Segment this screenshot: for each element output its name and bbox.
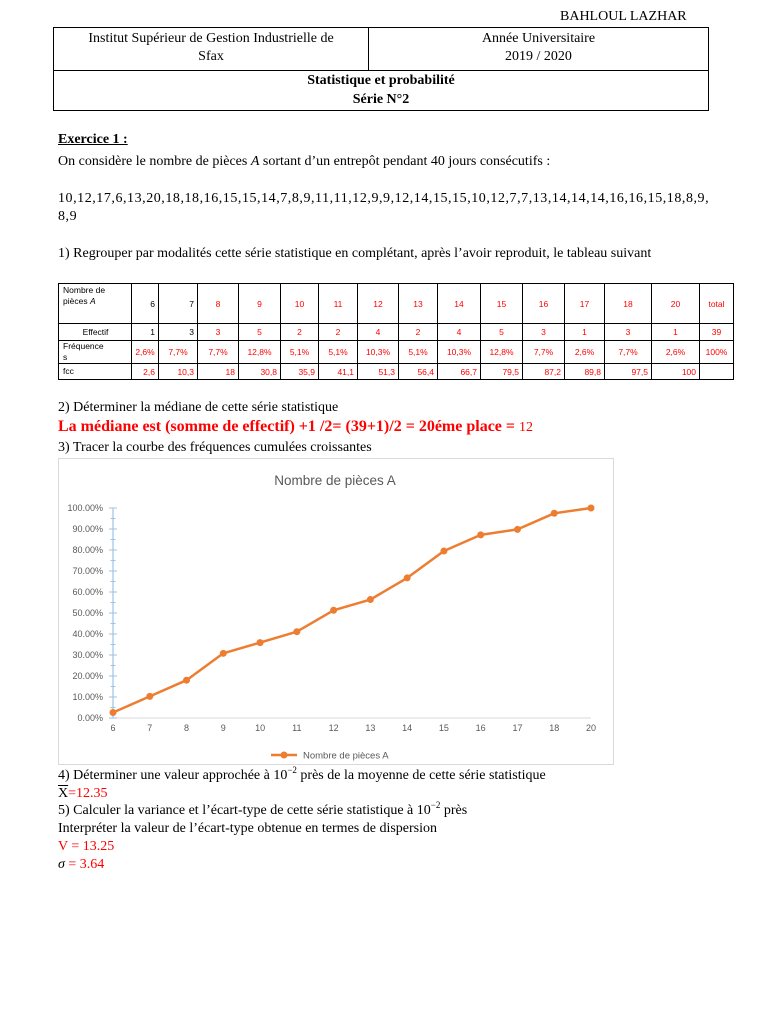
institution-line2: Sfax	[198, 49, 224, 64]
header-label-line2: pièces	[63, 296, 90, 306]
x-tick-label: 6	[110, 723, 116, 733]
table-modality: 12	[358, 284, 399, 324]
table-modality: 17	[565, 284, 605, 324]
mean-value: =12.35	[68, 786, 108, 801]
y-tick-label: 60.00%	[72, 587, 103, 597]
effectif-label: Effectif	[59, 324, 132, 341]
effectif-cell: 5	[481, 324, 523, 341]
header-table	[53, 27, 709, 111]
frequence-label-line2: s	[63, 352, 68, 362]
variance-answer: V = 13.25	[58, 839, 115, 854]
question-4-end: près de la moyenne de cette série statistique	[296, 768, 546, 783]
legend-marker	[281, 752, 288, 759]
data-point	[551, 510, 558, 517]
chart-title: Nombre de pièces A	[274, 473, 396, 488]
effectif-cell: 4	[358, 324, 399, 341]
question-2: 2) Déterminer la médiane de cette série statistique	[58, 400, 339, 415]
question-4-exponent: −2	[287, 765, 297, 775]
sigma-value: = 3.64	[64, 857, 105, 872]
header-label-variable: A	[89, 296, 96, 306]
question-5-interpret: Interpréter la valeur de l’écart-type obtenue en termes de dispersion	[58, 821, 437, 836]
table-modality: 13	[399, 284, 438, 324]
effectif-cell: 2	[319, 324, 358, 341]
table-modality: 16	[523, 284, 565, 324]
legend-label: Nombre de pièces A	[303, 750, 389, 762]
frequence-cell: 7,7%	[159, 341, 198, 364]
course-title: Statistique et probabilité	[307, 73, 455, 88]
fcc-cell: 2,6	[132, 364, 159, 380]
sigma-symbol: σ	[58, 857, 65, 872]
question-3: 3) Tracer la courbe des fréquences cumulées croissantes	[58, 440, 372, 455]
effectif-cell: 3	[198, 324, 239, 341]
data-series-line2: 8,9	[58, 209, 78, 224]
fcc-cell: 89,8	[565, 364, 605, 380]
table-total-header: total	[700, 284, 734, 324]
effectif-cell: 5	[239, 324, 281, 341]
frequence-label	[59, 341, 132, 364]
median-value: 12	[519, 420, 534, 435]
x-tick-label: 14	[402, 723, 413, 733]
question-5	[58, 802, 467, 820]
fcc-cell: 18	[198, 364, 239, 380]
data-point	[183, 677, 190, 684]
data-point	[293, 628, 300, 635]
x-tick-label: 17	[512, 723, 523, 733]
fcc-cell: 87,2	[523, 364, 565, 380]
fcc-cell: 66,7	[438, 364, 481, 380]
y-tick-label: 90.00%	[72, 524, 103, 534]
frequence-total: 100%	[700, 341, 734, 364]
table-modality: 9	[239, 284, 281, 324]
frequence-cell: 5,1%	[281, 341, 319, 364]
question-5-start: 5) Calculer la variance et l’écart-type de cette série statistique à 10	[58, 803, 431, 818]
frequence-cell: 2,6%	[132, 341, 159, 364]
frequence-cell: 5,1%	[319, 341, 358, 364]
x-tick-label: 13	[365, 723, 376, 733]
chart-svg	[58, 458, 614, 765]
table-modality: 14	[438, 284, 481, 324]
series-number: Série N°2	[352, 92, 410, 107]
question-1: 1) Regrouper par modalités cette série statistique en complétant, après l’avoir reproduit, le tableau suivant	[58, 246, 652, 261]
table-modality: 6	[132, 284, 159, 324]
y-tick-label: 50.00%	[72, 608, 103, 618]
intro-text-end: sortant d’un entrepôt pendant 40 jours consécutifs :	[259, 154, 551, 169]
institution-cell	[54, 28, 369, 70]
exercise-title: Exercice 1 :	[58, 132, 128, 147]
fcc-cell: 30,8	[239, 364, 281, 380]
frequency-table	[58, 283, 734, 380]
x-tick-label: 20	[585, 723, 597, 733]
fcc-cell: 100	[652, 364, 700, 380]
table-modality: 11	[319, 284, 358, 324]
table-modality: 8	[198, 284, 239, 324]
fcc-cell: 79,5	[481, 364, 523, 380]
frequence-cell: 5,1%	[399, 341, 438, 364]
y-tick-label: 0.00%	[77, 713, 103, 723]
x-tick-label: 8	[184, 723, 190, 733]
fcc-cell: 35,9	[281, 364, 319, 380]
data-point	[110, 709, 117, 716]
frequence-cell: 12,8%	[239, 341, 281, 364]
x-tick-label: 10	[255, 723, 266, 733]
effectif-cell: 3	[523, 324, 565, 341]
author-name: BAHLOUL LAZHAR	[560, 9, 687, 24]
academic-year-cell	[369, 28, 708, 72]
data-point	[588, 505, 595, 512]
x-tick-label: 18	[549, 723, 560, 733]
fcc-cell: 97,5	[605, 364, 652, 380]
fcc-cell: 51,3	[358, 364, 399, 380]
header-row-top	[54, 28, 708, 71]
std-dev-answer	[58, 856, 104, 874]
median-answer-text: La médiane est (somme de effectif) +1 /2= (39+1)/2 = 20éme place =	[58, 418, 520, 435]
exercise-intro	[58, 153, 550, 171]
effectif-cell: 1	[565, 324, 605, 341]
effectif-cell: 4	[438, 324, 481, 341]
table-modality: 18	[605, 284, 652, 324]
effectif-cell: 2	[281, 324, 319, 341]
fcc-cell: 56,4	[399, 364, 438, 380]
academic-year-label: Année Universitaire	[481, 31, 596, 46]
x-tick-label: 15	[438, 723, 449, 733]
question-4-start: 4) Déterminer une valeur approchée à 10	[58, 768, 288, 783]
data-point	[220, 650, 227, 657]
frequence-cell: 7,7%	[605, 341, 652, 364]
frequence-cell: 7,7%	[523, 341, 565, 364]
academic-year: 2019 / 2020	[505, 49, 572, 64]
intro-variable: A	[250, 154, 260, 169]
fcc-cell: 10,3	[159, 364, 198, 380]
data-point	[257, 639, 264, 646]
y-tick-label: 40.00%	[72, 629, 103, 639]
data-point	[440, 548, 447, 555]
table-modality: 7	[159, 284, 198, 324]
table-modality: 15	[481, 284, 523, 324]
y-tick-label: 80.00%	[72, 545, 103, 555]
x-tick-label: 12	[328, 723, 339, 733]
fcc-total	[700, 364, 734, 380]
frequence-label-line1: Fréquence	[63, 341, 104, 351]
question-4	[58, 767, 546, 785]
data-point	[514, 526, 521, 533]
table-row-fcc	[59, 364, 734, 380]
y-tick-label: 10.00%	[72, 692, 103, 702]
x-tick-label: 11	[292, 723, 302, 733]
question-5-end: près	[440, 803, 468, 818]
data-point	[367, 596, 374, 603]
effectif-cell: 3	[605, 324, 652, 341]
frequence-cell: 7,7%	[198, 341, 239, 364]
effectif-cell: 1	[652, 324, 700, 341]
table-row-effectif	[59, 324, 734, 341]
frequence-cell: 2,6%	[565, 341, 605, 364]
frequence-cell: 10,3%	[438, 341, 481, 364]
fcc-label: fcc	[59, 364, 132, 380]
header-label-line1: Nombre de	[63, 285, 106, 295]
effectif-cell: 3	[159, 324, 198, 341]
data-point	[404, 574, 411, 581]
cumulative-frequency-chart	[58, 458, 614, 765]
intro-text-start: On considère le nombre de pièces	[58, 154, 251, 169]
fcc-cell: 41,1	[319, 364, 358, 380]
institution-line1: Institut Supérieur de Gestion Industrielle de	[88, 31, 334, 46]
data-point	[330, 607, 337, 614]
frequence-cell: 12,8%	[481, 341, 523, 364]
x-tick-label: 7	[147, 723, 153, 733]
table-row-frequences	[59, 341, 734, 364]
y-tick-label: 30.00%	[72, 650, 103, 660]
table-modality: 20	[652, 284, 700, 324]
table-row-modalities	[59, 284, 734, 324]
frequence-cell: 10,3%	[358, 341, 399, 364]
effectif-cell: 2	[399, 324, 438, 341]
mean-symbol: $\overline{X}$	[58, 786, 69, 801]
effectif-cell: 1	[132, 324, 159, 341]
y-tick-label: 100.00%	[67, 503, 103, 513]
question-5-exponent: −2	[430, 800, 441, 810]
mean-answer	[58, 785, 108, 803]
median-answer	[58, 418, 533, 437]
x-tick-label: 9	[220, 723, 226, 733]
y-tick-label: 70.00%	[72, 566, 103, 576]
frequence-cell: 2,6%	[652, 341, 700, 364]
data-point	[146, 693, 153, 700]
y-tick-label: 20.00%	[72, 671, 103, 681]
table-header-label	[59, 284, 132, 324]
effectif-total: 39	[700, 324, 734, 341]
data-point	[477, 531, 484, 538]
x-tick-label: 16	[475, 723, 486, 733]
course-cell	[54, 71, 708, 110]
data-series-line1: 10,12,17,6,13,20,18,18,16,15,15,14,7,8,9,11,11,12,9,9,12,14,15,15,10,12,7,7,13,14,14,14,16,16,15,18,8,9,	[58, 191, 710, 206]
table-modality: 10	[281, 284, 319, 324]
